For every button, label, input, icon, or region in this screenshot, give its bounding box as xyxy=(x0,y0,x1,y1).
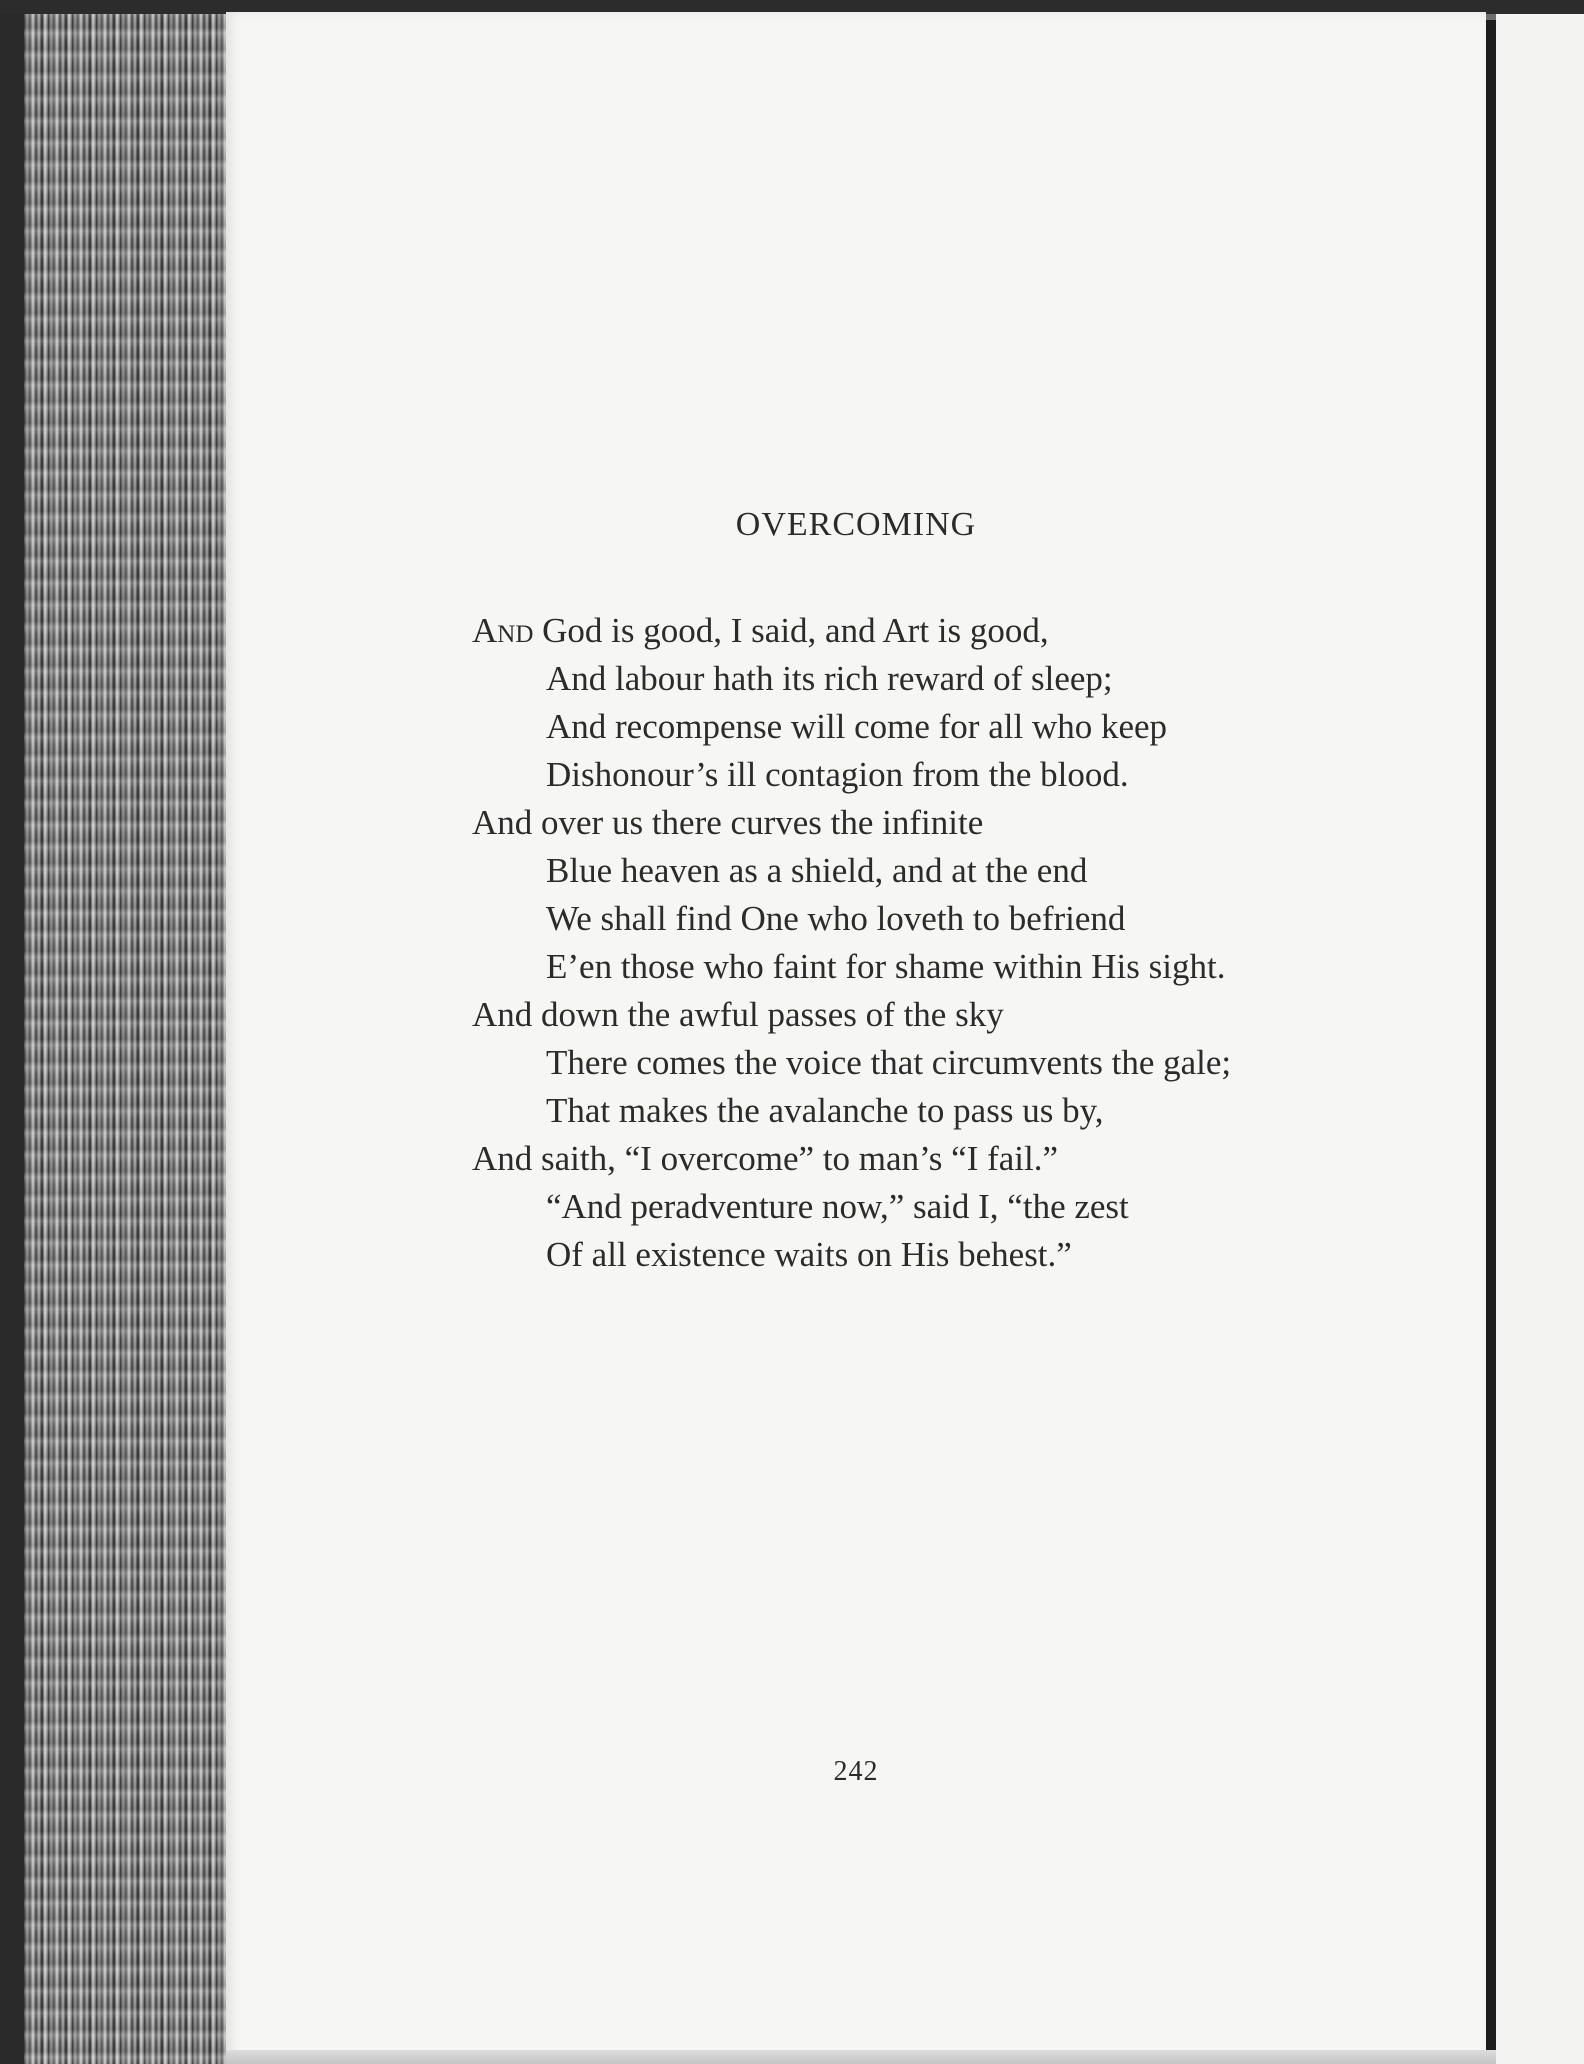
poem-title: OVERCOMING xyxy=(735,506,977,543)
poem-line-text: God is good, I said, and Art is good, xyxy=(533,611,1049,650)
poem-line: And saith, “I overcome” to man’s “I fail.” xyxy=(472,1139,1059,1178)
poem-body xyxy=(472,607,1372,1279)
poem-line xyxy=(472,607,1372,655)
poem-line: And labour hath its rich reward of sleep; xyxy=(546,659,1113,698)
poem-first-word: And xyxy=(472,611,534,650)
poem-line: And over us there curves the infinite xyxy=(472,803,984,842)
poem-line: And down the awful passes of the sky xyxy=(472,995,1004,1034)
page-number: 242 xyxy=(833,1756,879,1787)
poem-line: There comes the voice that circumvents the gale; xyxy=(546,1043,1232,1082)
poem-line: Of all existence waits on His behest.” xyxy=(546,1235,1072,1274)
poem-line: We shall find One who loveth to befriend xyxy=(546,899,1126,938)
poem-line: Blue heaven as a shield, and at the end xyxy=(546,851,1088,890)
poem-line: E’en those who faint for shame within His sight. xyxy=(546,947,1226,986)
poem-line: Dishonour’s ill contagion from the blood. xyxy=(546,755,1129,794)
facing-page xyxy=(1496,14,1584,2064)
poem-line: And recompense will come for all who keep xyxy=(546,707,1168,746)
page-bottom-edge xyxy=(226,2050,1496,2064)
book-cover-edge xyxy=(0,0,24,2064)
poem-line: That makes the avalanche to pass us by, xyxy=(546,1091,1104,1130)
book-page-edges xyxy=(0,0,232,2064)
poem-line: “And peradventure now,” said I, “the zest xyxy=(546,1187,1129,1226)
book-gutter xyxy=(1486,20,1496,2064)
